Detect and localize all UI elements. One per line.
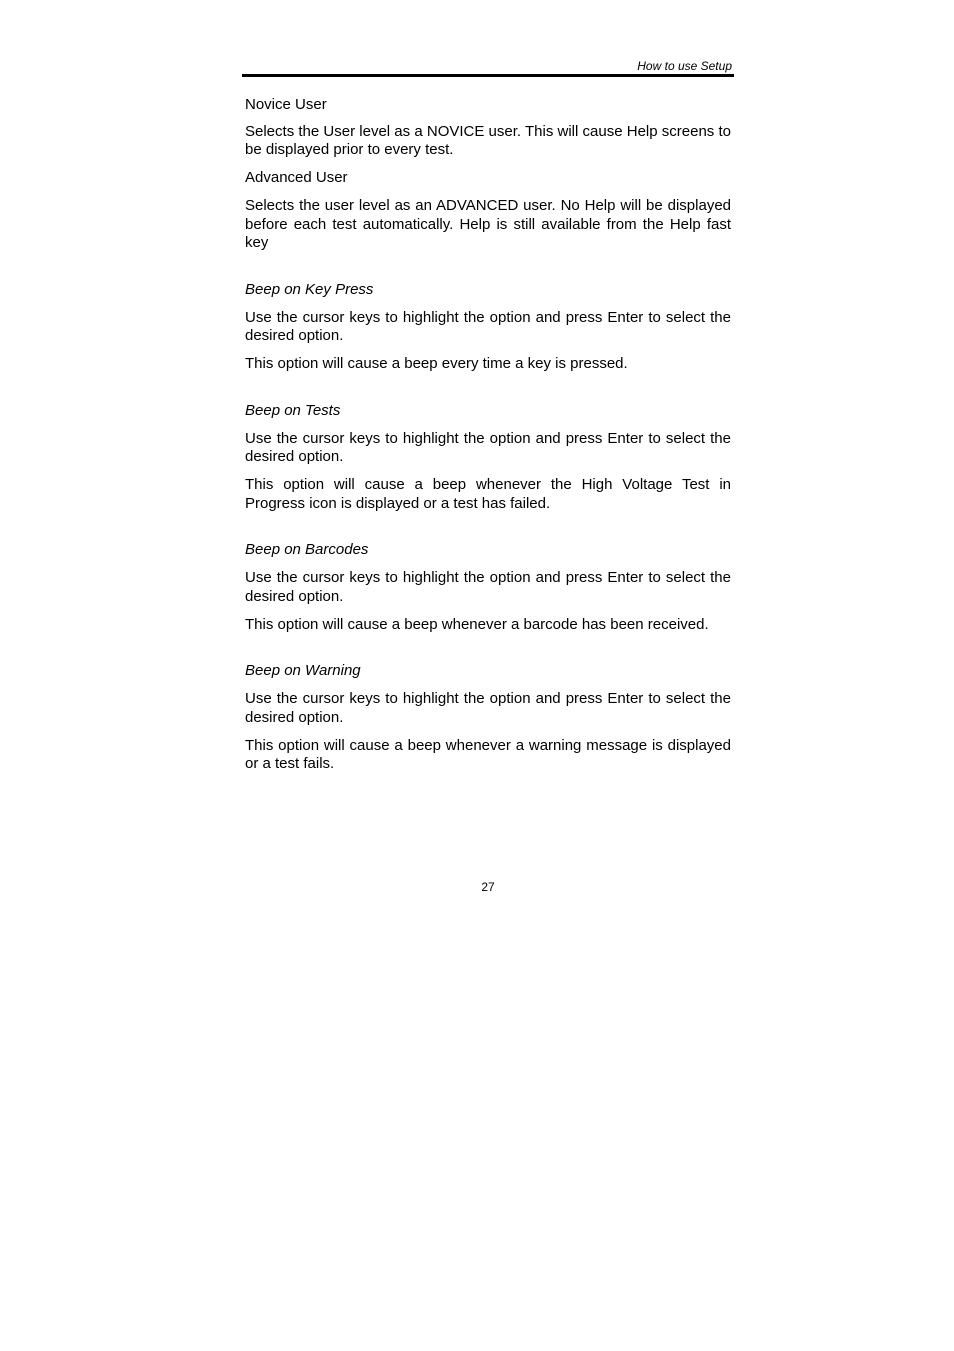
section-title: Beep on Tests (245, 401, 341, 419)
section-title: Beep on Warning (245, 662, 361, 679)
section-beep-on-barcodes (245, 541, 731, 634)
header-rule (242, 74, 734, 77)
section-instruction: Use the cursor keys to highlight the option and press Enter to select the desired option. (245, 690, 731, 726)
section-description: This option will cause a beep whenever the High Voltage Test in Progress icon is displayed or a test has failed. (245, 476, 731, 512)
section-beep-on-tests (245, 402, 731, 514)
section-beep-on-warning (245, 662, 731, 774)
advanced-user-description: Selects the user level as an ADVANCED user. No Help will be displayed before each test automatically. Help is still available from the Help fast key (245, 197, 731, 251)
running-header: How to use Setup (637, 59, 732, 73)
novice-user-description: Selects the User level as a NOVICE user. This will cause Help screens to be displayed prior to every test. (245, 122, 731, 158)
page-body (245, 96, 731, 783)
page-number: 27 (481, 880, 495, 894)
novice-user-label: Novice User (245, 96, 327, 113)
section-instruction: Use the cursor keys to highlight the option and press Enter to select the desired option. (245, 429, 731, 465)
section-description: This option will cause a beep whenever a warning message is displayed or a test fails. (245, 736, 731, 772)
advanced-user-label: Advanced User (245, 169, 348, 186)
section-description: This option will cause a beep whenever a barcode has been received. (245, 615, 709, 633)
section-description: This option will cause a beep every time a key is pressed. (245, 355, 628, 372)
section-title: Beep on Key Press (245, 280, 374, 298)
section-instruction: Use the cursor keys to highlight the option and press Enter to select the desired option. (245, 308, 731, 344)
section-beep-on-key-press (245, 281, 731, 374)
section-title: Beep on Barcodes (245, 541, 369, 558)
section-instruction: Use the cursor keys to highlight the option and press Enter to select the desired option. (245, 569, 731, 605)
